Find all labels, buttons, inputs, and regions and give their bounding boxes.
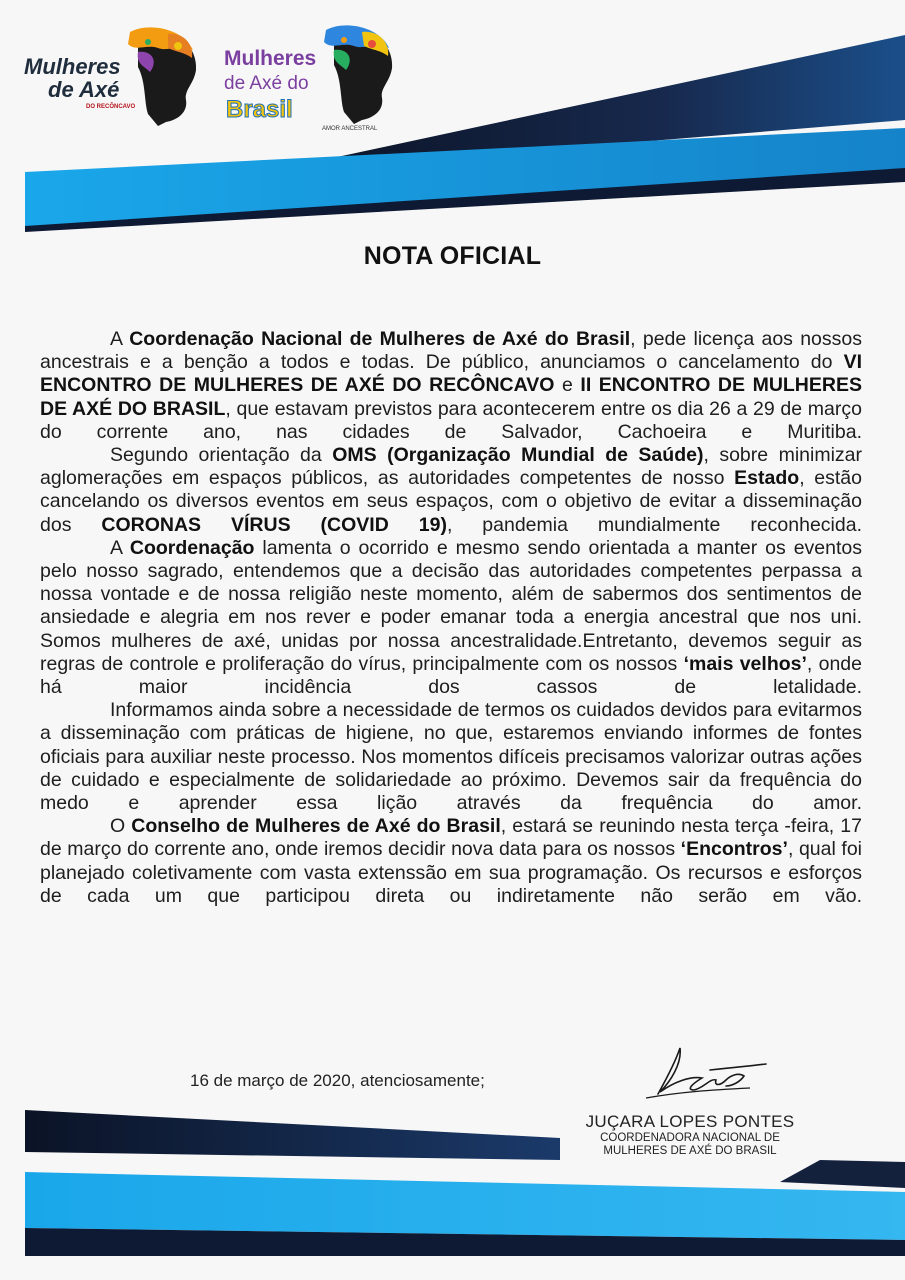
- logo-reconcavo-tag: DO RECÔNCAVO: [86, 104, 136, 110]
- logo-brasil-line2: de Axé do: [224, 73, 309, 94]
- logo-mulheres-axe-reconcavo: [18, 22, 203, 132]
- handwritten-signature-icon: [640, 1042, 770, 1102]
- body-text-segment: , estão cancelando os diversos eventos em seus espaços, com o objetivo de evitar a disseminação dos: [40, 467, 862, 536]
- logo-brasil-tag: AMOR ANCESTRAL: [322, 126, 378, 132]
- logo-reconcavo-line2: de Axé: [48, 77, 120, 102]
- closing-date: 16 de março de 2020, atenciosamente;: [190, 1071, 485, 1090]
- body-text-segment: , pandemia mundialmente reconhecida.: [446, 513, 862, 536]
- logo-mulheres-axe-brasil: [222, 18, 402, 138]
- body-text-segment: , pede licença aos nossos ancestrais e a benção a todos e todas. De público, anunciamos o cancelamento do: [40, 328, 862, 374]
- footer-banner: [0, 1100, 905, 1280]
- body-text-segment: , sobre minimizar aglomerações em espaços públicos, as autoridades competentes de nosso: [40, 444, 862, 490]
- bold-text: II ENCONTRO DE MULHERES DE AXÉ DO BRASIL: [40, 374, 862, 420]
- note-body: [40, 328, 862, 908]
- bold-text: ‘mais velhos’: [683, 652, 807, 675]
- bold-text: Conselho de Mulheres de Axé do Brasil: [131, 815, 501, 838]
- body-text-segment: , qual foi planejado coletivamente com vasta extenssão em sua programação. Os recursos e esforços de cada um que participou direta ou indiretamente não serão em vão.: [40, 838, 862, 907]
- note-paragraph: [40, 537, 862, 699]
- note-paragraph: [40, 328, 862, 444]
- body-text-segment: , estará se reunindo nesta terça -feira, 17 de março do corrente ano, onde iremos decidir nova data para os nossos: [40, 815, 862, 861]
- bold-text: ‘Encontros’: [680, 838, 788, 861]
- page-title: NOTA OFICIAL: [363, 242, 542, 270]
- footer-swoosh: [0, 1100, 905, 1280]
- bold-text: OMS (Organização Mundial de Saúde): [332, 444, 704, 467]
- body-text-segment: Informamos ainda sobre a necessidade de termos os cuidados devidos para evitarmos a disseminação com práticas de higiene, no que, estaremos enviando informes de fontes oficiais para auxiliar neste processo. Nos momentos difíceis precisamos valorizar outras ações de cuidado e especialmente de solidariedade ao próximo. Devemos sair da frequência do medo e aprender essa lição através da frequência do amor.: [40, 699, 862, 815]
- body-text-segment: Segundo orientação da: [110, 444, 333, 467]
- bold-text: CORONAS VÍRUS (COVID 19): [101, 513, 447, 536]
- bold-text: Coordenação: [129, 536, 255, 559]
- body-text-segment: A: [110, 536, 130, 559]
- body-text-segment: A: [110, 328, 130, 350]
- body-text-segment: lamenta o ocorrido e mesmo sendo orientada a manter os eventos pelo nosso sagrado, entendemos que a decisão das autoridades competentes perpassa a nossa vontade e de nossa religião neste momento, além de sabermos dos sentimentos de ansiedade e alegria em nos rever e poder emanar toda a energia ancestral que nos uni. Somos mulheres de axé, unidas por nossa ancestralidade.Entretanto, devemos seguir as regras de controle e proliferação do vírus, principalmente com os nossos: [40, 536, 862, 675]
- bold-text: Estado: [734, 467, 800, 490]
- body-text-segment: , onde há maior incidência dos cassos de letalidade.: [40, 652, 862, 699]
- bold-text: Coordenação Nacional de Mulheres de Axé do Brasil: [129, 328, 631, 350]
- signature-image: [640, 1042, 770, 1107]
- body-text-segment: O: [110, 815, 132, 838]
- body-text-segment: , que estavam previstos para acontecerem entre os dia 26 a 29 de março do corrente ano, nas cidades de Salvador, Cachoeira e Muritiba.: [40, 397, 862, 443]
- note-paragraph: [40, 699, 862, 815]
- logo-brasil-line1: Mulheres: [224, 47, 317, 70]
- signer-name: JUÇARA LOPES PONTES: [585, 1112, 795, 1131]
- logo-brasil-line3: Brasil: [226, 96, 293, 123]
- signer-role-line1: COORDENADORA NACIONAL DE: [600, 1132, 780, 1144]
- note-paragraph: [40, 444, 862, 537]
- signer-role-line2: MULHERES DE AXÉ DO BRASIL: [603, 1145, 777, 1157]
- body-text-segment: e: [554, 374, 581, 397]
- bold-text: VI ENCONTRO DE MULHERES DE AXÉ DO RECÔNCAVO: [40, 351, 862, 397]
- logo-reconcavo-line1: Mulheres: [24, 54, 121, 79]
- note-paragraph: [40, 815, 862, 908]
